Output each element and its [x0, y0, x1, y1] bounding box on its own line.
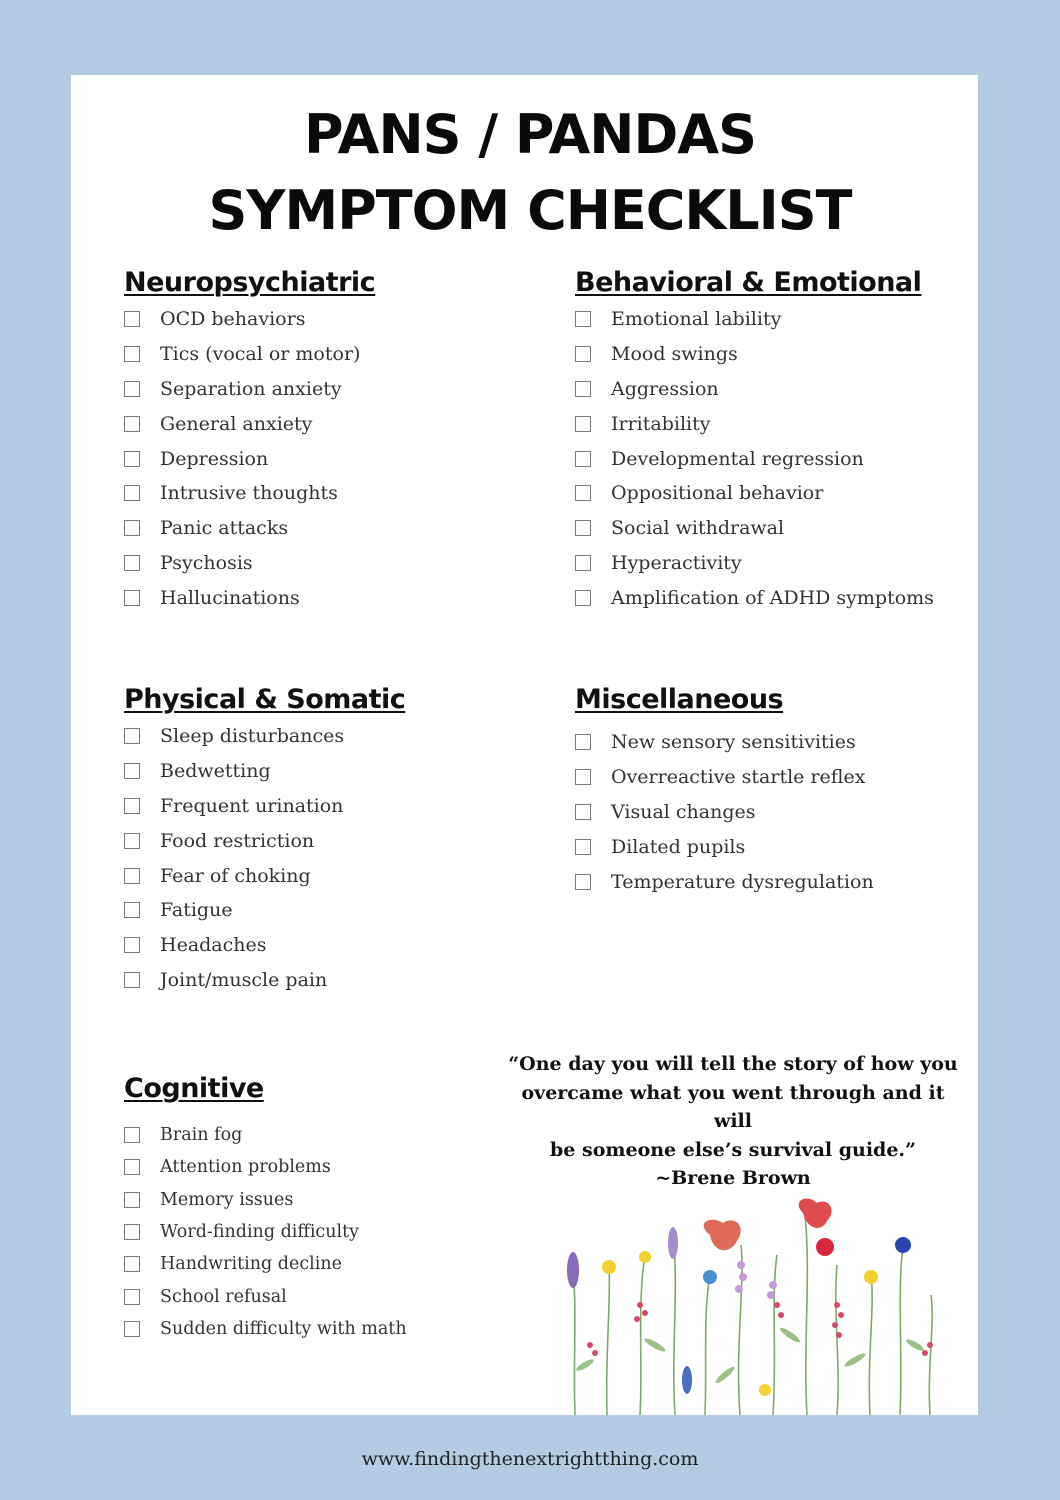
checklist-item-label: Dilated pupils — [611, 835, 746, 858]
checklist-item — [124, 893, 405, 928]
checklist-item-label: Joint/muscle pain — [160, 968, 328, 991]
checklist-item — [575, 795, 874, 830]
checklist-item — [124, 441, 375, 476]
checklist-item-label: Sleep disturbances — [160, 725, 345, 748]
checklist-item — [124, 1184, 407, 1216]
checklist-item — [124, 302, 375, 337]
checklist-item-label: Irritability — [611, 412, 711, 435]
checklist-item-label: Mood swings — [611, 343, 738, 366]
checklist-item-label: Intrusive thoughts — [160, 482, 338, 505]
checkbox[interactable] — [575, 839, 591, 855]
checklist-item-label: General anxiety — [160, 412, 313, 435]
checkbox[interactable] — [124, 381, 140, 397]
checklist-item — [124, 580, 375, 615]
checkbox[interactable] — [575, 451, 591, 467]
checklist-item — [124, 1248, 407, 1280]
checklist-item-label: Amplification of ADHD symptoms — [611, 586, 934, 609]
quote-line: “One day you will tell the story of how you — [508, 1053, 958, 1075]
checklist-item-label: Attention problems — [160, 1157, 331, 1178]
checkbox[interactable] — [575, 485, 591, 501]
section-cognitive — [124, 1072, 407, 1345]
checklist-item — [575, 441, 934, 476]
checklist-item-label: Overreactive startle reflex — [611, 766, 866, 789]
wildflowers-illustration — [545, 1195, 955, 1415]
checkbox[interactable] — [124, 1256, 140, 1272]
checklist — [575, 302, 934, 615]
section-heading: Physical & Somatic — [124, 684, 406, 715]
checkbox[interactable] — [124, 728, 140, 744]
checkbox[interactable] — [124, 798, 140, 814]
checklist — [124, 1119, 407, 1345]
checkbox[interactable] — [124, 1192, 140, 1208]
checklist-item-label: Handwriting decline — [160, 1254, 342, 1275]
checkbox[interactable] — [124, 972, 140, 988]
checkbox[interactable] — [124, 868, 140, 884]
checklist-item-label: OCD behaviors — [160, 308, 306, 331]
checklist-item-label: Temperature dysregulation — [611, 870, 874, 893]
checkbox[interactable] — [124, 833, 140, 849]
checklist-item — [575, 725, 874, 760]
checkbox[interactable] — [124, 416, 140, 432]
checkbox[interactable] — [575, 311, 591, 327]
checklist-item — [124, 406, 375, 441]
quote-block — [508, 1050, 958, 1193]
checklist — [124, 302, 375, 615]
checklist-item — [124, 1151, 407, 1183]
checkbox[interactable] — [124, 1289, 140, 1305]
checklist-item — [124, 789, 405, 824]
checkbox[interactable] — [124, 1321, 140, 1337]
checklist-item — [124, 1216, 407, 1248]
checklist-item — [575, 372, 934, 407]
checklist-item-label: Social withdrawal — [611, 517, 785, 540]
section-miscellaneous — [575, 683, 874, 899]
page-title-line-2: SYMPTOM CHECKLIST — [208, 179, 852, 242]
checklist — [575, 725, 874, 899]
checklist-item-label: Emotional lability — [611, 308, 782, 331]
checkbox[interactable] — [575, 769, 591, 785]
checkbox[interactable] — [575, 416, 591, 432]
checkbox[interactable] — [124, 555, 140, 571]
checklist-item-label: Headaches — [160, 934, 267, 957]
section-behavioral-emotional — [575, 266, 934, 615]
checklist-item-label: Developmental regression — [611, 447, 864, 470]
checklist-item — [575, 476, 934, 511]
checklist-item-label: Fear of choking — [160, 864, 311, 887]
checklist-item — [124, 337, 375, 372]
checklist — [124, 719, 405, 997]
checkbox[interactable] — [124, 1159, 140, 1175]
checkbox[interactable] — [124, 902, 140, 918]
checkbox[interactable] — [124, 311, 140, 327]
section-heading: Neuropsychiatric — [124, 267, 376, 298]
checklist-item-label: Fatigue — [160, 899, 233, 922]
checkbox[interactable] — [575, 520, 591, 536]
checklist-item — [575, 760, 874, 795]
checklist-item — [575, 580, 934, 615]
checklist-item-label: Tics (vocal or motor) — [160, 343, 361, 366]
checkbox[interactable] — [124, 485, 140, 501]
checklist-item — [124, 754, 405, 789]
checklist-item — [575, 546, 934, 581]
checkbox[interactable] — [124, 1224, 140, 1240]
section-physical-somatic — [124, 683, 405, 997]
checkbox[interactable] — [124, 1127, 140, 1143]
checkbox[interactable] — [575, 734, 591, 750]
checklist-item-label: Hyperactivity — [611, 551, 742, 574]
checklist-item — [575, 864, 874, 899]
checklist-item-label: School refusal — [160, 1286, 287, 1307]
checklist-item-label: Oppositional behavior — [611, 482, 824, 505]
page-title-line-1: PANS / PANDAS — [304, 103, 756, 166]
checkbox[interactable] — [124, 520, 140, 536]
checklist-item — [124, 372, 375, 407]
website-url: www.findingthenextrightthing.com — [361, 1448, 699, 1470]
checklist-item-label: Food restriction — [160, 829, 315, 852]
checklist-item-label: Hallucinations — [160, 586, 300, 609]
checklist-item-label: Separation anxiety — [160, 377, 342, 400]
checklist-item-label: Memory issues — [160, 1189, 294, 1210]
checkbox[interactable] — [575, 346, 591, 362]
checkbox[interactable] — [124, 763, 140, 779]
checkbox[interactable] — [124, 451, 140, 467]
checklist-item — [124, 1313, 407, 1345]
checklist-item-label: New sensory sensitivities — [611, 731, 856, 754]
quote-author: ~Brene Brown — [655, 1167, 811, 1189]
checklist-item — [124, 719, 405, 754]
quote-line: overcame what you went through and it will — [521, 1081, 945, 1132]
checklist-item — [124, 928, 405, 963]
checklist-item-label: Aggression — [611, 377, 719, 400]
checkbox[interactable] — [575, 804, 591, 820]
checklist-item — [575, 829, 874, 864]
checkbox[interactable] — [575, 590, 591, 606]
checklist-item-label: Bedwetting — [160, 760, 271, 783]
checkbox[interactable] — [124, 590, 140, 606]
checklist-item-label: Brain fog — [160, 1125, 243, 1146]
checklist-item-label: Visual changes — [611, 800, 756, 823]
checkbox[interactable] — [575, 381, 591, 397]
section-heading: Miscellaneous — [575, 684, 784, 715]
checklist-item — [124, 823, 405, 858]
checklist-item-label: Depression — [160, 447, 269, 470]
checkbox[interactable] — [124, 346, 140, 362]
checklist-item — [124, 963, 405, 998]
checklist-item-label: Word-finding difficulty — [160, 1222, 360, 1243]
checklist-item — [575, 302, 934, 337]
checklist-item — [124, 1280, 407, 1312]
checklist-item — [124, 476, 375, 511]
checkbox[interactable] — [575, 555, 591, 571]
checklist-item — [124, 511, 375, 546]
checklist-item-label: Psychosis — [160, 551, 253, 574]
checklist-item — [575, 337, 934, 372]
checklist-item-label: Panic attacks — [160, 517, 289, 540]
checklist-item-label: Frequent urination — [160, 794, 344, 817]
quote-line: be someone else’s survival guide.” — [550, 1138, 916, 1161]
checklist-item — [124, 546, 375, 581]
checklist-item — [124, 858, 405, 893]
checkbox[interactable] — [575, 874, 591, 890]
checkbox[interactable] — [124, 937, 140, 953]
section-neuropsychiatric — [124, 266, 375, 615]
checklist-item — [575, 406, 934, 441]
checklist-item — [124, 1119, 407, 1151]
checklist-item — [575, 511, 934, 546]
section-heading: Cognitive — [124, 1073, 264, 1104]
section-heading: Behavioral & Emotional — [575, 267, 922, 298]
checklist-item-label: Sudden difficulty with math — [160, 1318, 407, 1339]
